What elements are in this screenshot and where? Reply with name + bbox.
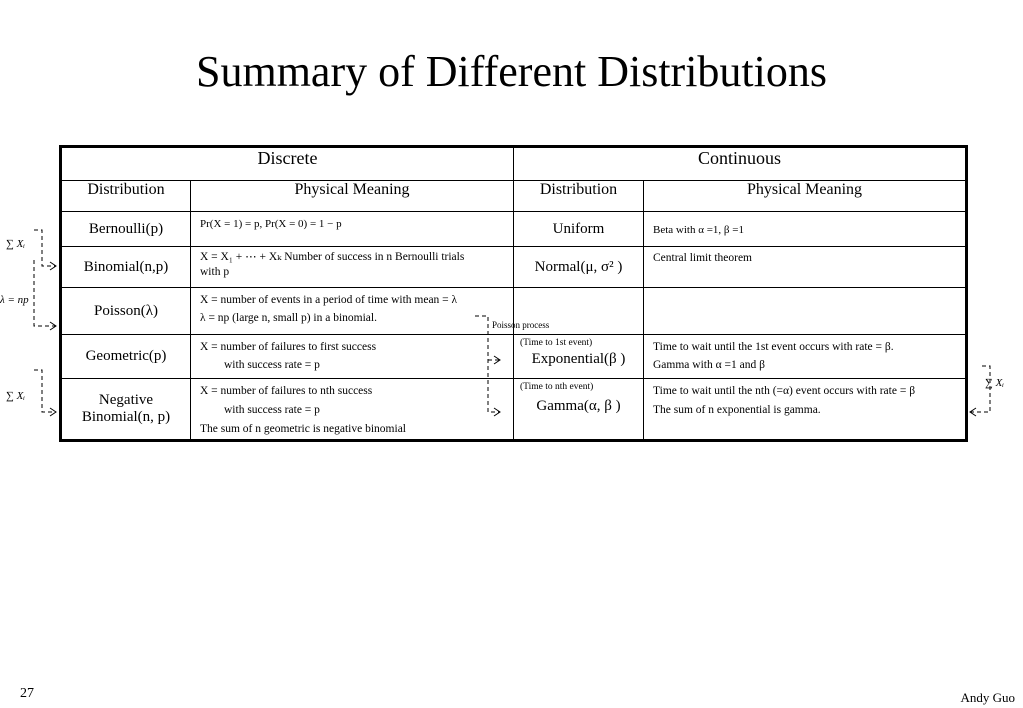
exponential-cell (514, 335, 644, 379)
poisson-meaning (191, 288, 514, 335)
table-row-binomial (61, 247, 967, 288)
sum-xi-label-right: ∑ Xᵢ (985, 377, 1005, 389)
table-row-bernoulli (61, 212, 967, 247)
table-row-geometric (61, 335, 967, 379)
sum-arrow-exponential-gamma (970, 366, 990, 412)
author-name: Andy Guo (960, 690, 1015, 705)
poisson-meaning-line1: X = number of events in a period of time with mean = λ (200, 294, 458, 306)
header-discrete: Discrete (61, 147, 514, 181)
binomial-name: Binomial(n,p) (61, 247, 191, 288)
gamma-meaning-line2: The sum of n exponential is gamma. (653, 404, 821, 416)
arrowhead-poisson (50, 322, 56, 330)
sum-arrow-geometric-negbinomial (34, 370, 56, 412)
arrowhead-gamma-right (970, 408, 976, 416)
exponential-meaning-line2: Gamma with α =1 and β (653, 359, 765, 371)
poisson-meaning-line2: λ = np (large n, small p) in a binomial. (200, 312, 377, 324)
exponential-meaning (644, 335, 967, 379)
col-meaning-discrete: Physical Meaning (191, 181, 514, 212)
geometric-meaning (191, 335, 514, 379)
empty-cell-continuous-meaning (644, 288, 967, 335)
gamma-note: (Time to nth event) (520, 382, 594, 392)
distribution-summary-table (59, 145, 968, 442)
normal-name: Normal(μ, σ² ) (514, 247, 644, 288)
gamma-cell (514, 379, 644, 441)
lambda-np-label: λ = np (0, 294, 29, 306)
geometric-name: Geometric(p) (61, 335, 191, 379)
geometric-meaning-line2: with success rate = p (224, 359, 320, 371)
header-continuous: Continuous (514, 147, 967, 181)
subheader-row (61, 181, 967, 212)
col-distribution-discrete: Distribution (61, 181, 191, 212)
np-arrow-binomial-poisson (34, 260, 56, 326)
geometric-meaning-line1: X = number of failures to first success (200, 341, 377, 353)
sum-xi-label-top: ∑ Xᵢ (6, 238, 26, 250)
gamma-name: Gamma(α, β ) (536, 398, 621, 414)
negative-binomial-meaning (191, 379, 514, 441)
col-meaning-continuous: Physical Meaning (644, 181, 967, 212)
col-distribution-continuous: Distribution (514, 181, 644, 212)
poisson-name: Poisson(λ) (61, 288, 191, 335)
negative-binomial-name (61, 379, 191, 441)
bernoulli-meaning: Pr(X = 1) = p, Pr(X = 0) = 1 − p (191, 212, 514, 247)
sum-arrow-bernoulli-binomial (34, 230, 56, 266)
negative-binomial-meaning-line1: X = number of failures to nth success (200, 385, 373, 397)
page-number: 27 (20, 686, 34, 701)
negative-binomial-name-line1: Negative (98, 392, 154, 408)
slide-title: Summary of Different Distributions (196, 47, 827, 96)
poisson-process-label: Poisson process (492, 320, 550, 330)
normal-meaning: Central limit theorem (644, 247, 967, 288)
arrowhead-binomial (50, 262, 56, 270)
bernoulli-name: Bernoulli(p) (61, 212, 191, 247)
binomial-meaning-line2: with p (200, 266, 230, 278)
negative-binomial-name-line2: Binomial(n, p) (81, 409, 171, 425)
table-row-negative-binomial (61, 379, 967, 441)
negative-binomial-meaning-line3: The sum of n geometric is negative binomial (200, 423, 406, 435)
exponential-note: (Time to 1st event) (520, 338, 593, 348)
sum-xi-label-bottom: ∑ Xᵢ (6, 390, 26, 402)
uniform-name: Uniform (514, 212, 644, 247)
header-row (61, 147, 967, 181)
binomial-meaning-line1: X = X₁ + ⋯ + Xₖ Number of success in n Bernoulli trials (200, 251, 465, 263)
gamma-meaning (644, 379, 967, 441)
gamma-meaning-line1: Time to wait until the nth (=α) event occurs with rate = β (653, 385, 916, 397)
uniform-meaning: Beta with α =1, β =1 (644, 212, 967, 247)
arrowhead-negbinomial (50, 408, 56, 416)
exponential-meaning-line1: Time to wait until the 1st event occurs with rate = β. (653, 341, 894, 353)
binomial-meaning (191, 247, 514, 288)
exponential-name: Exponential(β ) (531, 351, 626, 367)
negative-binomial-meaning-line2: with success rate = p (224, 404, 320, 416)
